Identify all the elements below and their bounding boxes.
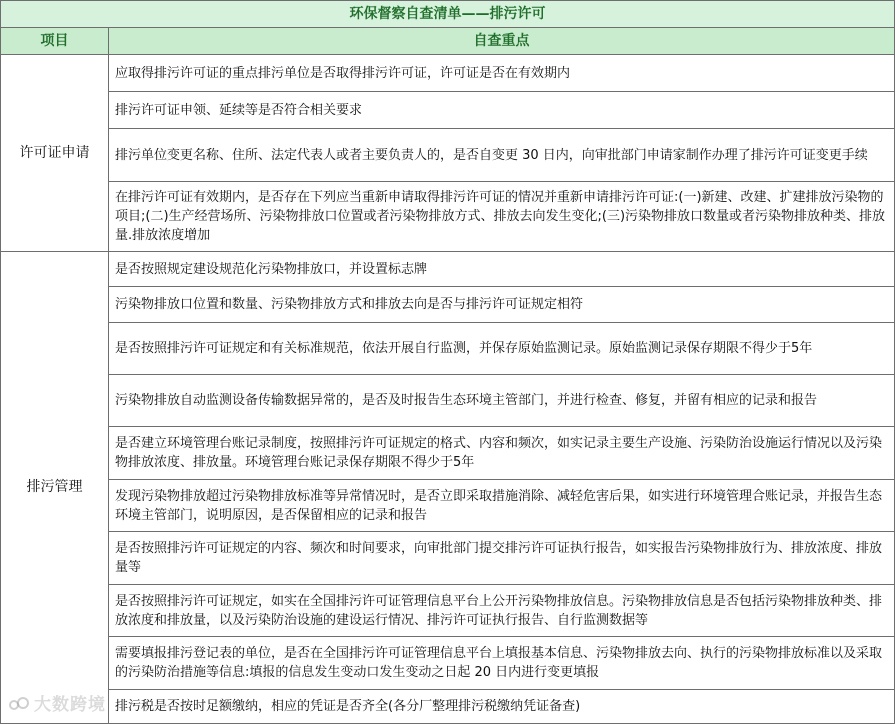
header-row — [1, 28, 895, 55]
category-permit-application: 许可证申请 — [1, 55, 109, 252]
checklist-item: 在排污许可证有效期内，是否存在下列应当重新申请取得排污许可证的情况并重新申请排污许可证:(一)新建、改建、扩建排放污染物的项目;(二)生产经营场所、污染物排放口位置或者污染物排放方式、排放去向发生变化;(三)污染物排放口数量或者污染物排放种类、排放量.排放浓度增加 — [109, 182, 895, 252]
checklist-item: 污染物排放自动监测设备传输数据异常的，是否及时报告生态环境主管部门，并进行检查、修复，并留有相应的记录和报告 — [109, 375, 895, 427]
checklist-item: 排污许可证申领、延续等是否符合相关要求 — [109, 92, 895, 129]
checklist-item: 是否按照排污许可证规定和有关标准规范，依法开展自行监测，并保存原始监测记录。原始监测记录保存期限不得少于5年 — [109, 323, 895, 375]
checklist-item: 是否按照排污许可证规定的内容、频次和时间要求，向审批部门提交排污许可证执行报告，如实报告污染物排放行为、排放浓度、排放量等 — [109, 532, 895, 585]
header-category: 项目 — [1, 28, 109, 55]
table-row — [1, 375, 895, 427]
checklist-item: 污染物排放口位置和数量、污染物排放方式和排放去向是否与排污许可证规定相符 — [109, 287, 895, 323]
table-row — [1, 92, 895, 129]
watermark-text: 大数跨境 — [34, 695, 106, 715]
table-row — [1, 252, 895, 287]
table-row — [1, 585, 895, 637]
checklist-item: 是否按照规定建设规范化污染物排放口，并设置标志牌 — [109, 252, 895, 287]
header-focus: 自查重点 — [109, 28, 895, 55]
table-row — [1, 532, 895, 585]
checklist-item: 排污税是否按时足额缴纳，相应的凭证是否齐全(各分厂整理排污税缴纳凭证备查) — [109, 690, 895, 724]
table-title: 环保督察自查清单——排污许可 — [1, 1, 895, 28]
checklist-item: 排污单位变更名称、住所、法定代表人或者主要负责人的，是否自变更 30 日内，向审批部门申请家制作办理了排污许可证变更手续 — [109, 129, 895, 182]
table-row — [1, 480, 895, 532]
table-row — [1, 182, 895, 252]
checklist-item: 是否按照排污许可证规定，如实在全国排污许可证管理信息平台上公开污染物排放信息。污染物排放信息是否包括污染物排放种类、排放浓度和排放量，以及污染防治设施的建设运行情况、排污许可证执行报告、自行监测数据等 — [109, 585, 895, 637]
table-row — [1, 427, 895, 480]
title-row — [1, 1, 895, 28]
table-row — [1, 55, 895, 92]
checklist-item: 发现污染物排放超过污染物排放标准等异常情况时，是否立即采取措施消除、减轻危害后果，如实进行环境管理合账记录，并报告生态环境主管部门，说明原因，是否保留相应的记录和报告 — [109, 480, 895, 532]
checklist-item: 需要填报排污登记表的单位，是否在全国排污许可证管理信息平台上填报基本信息、污染物排放去向、执行的污染物排放标准以及采取的污染防治措施等信息:填报的信息发生变动口发生变动之日起 20 日内进行变更填报 — [109, 637, 895, 690]
table-row — [1, 323, 895, 375]
category-discharge-management: 排污管理 — [1, 252, 109, 724]
checklist-item: 应取得排污许可证的重点排污单位是否取得排污许可证，许可证是否在有效期内 — [109, 55, 895, 92]
table-row — [1, 637, 895, 690]
table-row — [1, 129, 895, 182]
checklist-item: 是否建立环境管理台账记录制度，按照排污许可证规定的格式、内容和频次，如实记录主要生产设施、污染防治设施运行情况以及污染物排放浓度、排放量。环境管理台账记录保存期限不得少于5年 — [109, 427, 895, 480]
table-row — [1, 287, 895, 323]
table-row — [1, 690, 895, 724]
